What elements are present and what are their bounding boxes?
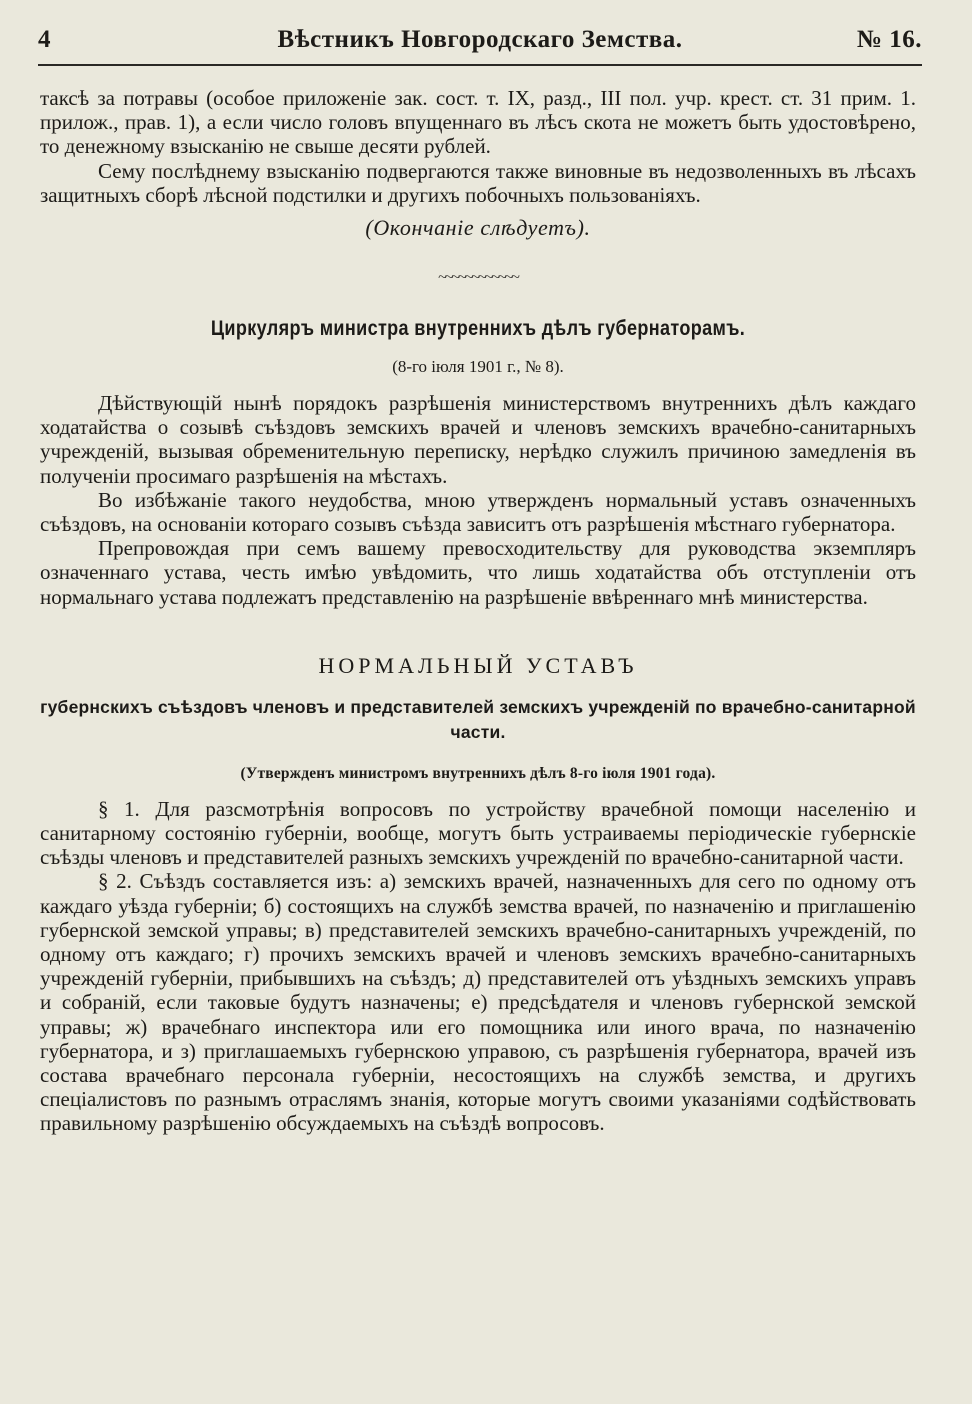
paragraph: Дѣйствующiй нынѣ порядокъ разрѣшенiя министерствомъ внутреннихъ дѣлъ каждаго ходатайства о созывѣ съѣздовъ земскихъ врачей и членовъ земскихъ врачебно-санитарныхъ учрежденiй, вызывая обременительную переписку, нерѣдко служилъ причиною замедленiя въ полученiи просимаго разрѣшенiя на мѣстахъ. (40, 391, 916, 488)
charter-paragraph-1: § 1. Для разсмотрѣнiя вопросовъ по устройству врачебной помощи населенiю и санитарному состоянiю губернiи, вообще, могутъ быть устраиваемы перiодическiе губернскiе съѣзды членовъ и представителей разныхъ земскихъ учрежденiй по врачебно-санитарной части. (40, 796, 916, 870)
circular-date: (8-го iюля 1901 г., № 8). (392, 357, 564, 377)
issue-number: № 16. (856, 26, 922, 53)
circular-body (40, 391, 916, 609)
page-content (40, 86, 916, 1136)
paragraph: Сему послѣднему взысканiю подвергаются также виновные въ недозволенныхъ въ лѣсахъ защитныхъ сборѣ лѣсной подстилки и другихъ побочныхъ пользованiяхъ. (40, 158, 916, 207)
paragraph: Во избѣжанiе такого неудобства, мною утвержденъ нормальный уставъ означенныхъ съѣздовъ, на основанiи котораго созывъ съѣзда зависитъ отъ разрѣшенiя мѣстнаго губернатора. (40, 487, 916, 537)
page-number: 4 (38, 26, 51, 53)
to-be-continued-note: (Окончанiе слѣдуетъ). (365, 215, 591, 241)
charter-body (40, 797, 916, 1136)
charter-paragraph-2: § 2. Съѣздъ составляется изъ: а) земскихъ врачей, назначенныхъ для сего по одному отъ каждаго уѣзда губернiи; б) состоящихъ на службѣ земства врачей, по назначенiю и приглашенiю губернской земской управы; в) представителей земскихъ врачебно-санитарныхъ учрежденiй, по одному отъ каждаго; г) прочихъ земскихъ врачей и членовъ земскихъ врачебно-санитарныхъ учрежденiй губернiи, прибывшихъ на съѣздъ; д) представителей отъ уѣздныхъ земскихъ управъ и собранiй, если таковые будутъ назначены; е) предсѣдателя и членовъ губернской земской управы; ж) врачебнаго инспектора или его помощника или иного врача, по назначенiю губернатора, и з) приглашаемыхъ губернскою управою, съ разрѣшенiя губернатора, врачей изъ состава врачебнаго персонала губернiи, несостоящихъ на службѣ земства, и другихъ спецiалистовъ по разнымъ отраслямъ знанiя, которые могутъ своими указанiями содѣйствовать правильному разрѣшенiю обсуждаемыхъ на съѣздѣ вопросовъ. (40, 869, 916, 1136)
paragraph: Препровождая при семъ вашему превосходительству для руководства экземпляръ означеннаго устава, честь имѣю увѣдомить, что лишь ходатайства объ отступленiи отъ нормальнаго устава подлежатъ представленiю на разрѣшенiе ввѣреннаго мнѣ министерства. (40, 536, 916, 609)
page-header (38, 26, 922, 60)
section-divider-ornament: ~~~~~~~~~~~~ (438, 269, 518, 287)
paragraph: таксѣ за потравы (особое приложенiе зак. сост. т. IX, разд., III пол. учр. крест. ст. 31 прим. 1. прилож., прав. 1), а если число головъ впущеннаго въ лѣсъ скота не можетъ быть удостовѣрено, то денежному взысканiю не свыше десяти рублей. (40, 86, 916, 159)
circular-title: Циркуляръ министра внутреннихъ дѣлъ губернаторамъ. (210, 317, 746, 341)
header-rule (38, 64, 922, 66)
charter-title: НОРМАЛЬНЫЙ УСТАВЪ (318, 652, 638, 678)
journal-title: Вѣстникъ Новгородскаго Земства. (277, 26, 683, 53)
charter-approval-note: (Утвержденъ министромъ внутреннихъ дѣлъ 8-го iюля 1901 года). (240, 764, 716, 782)
charter-subtitle: губернскихъ съѣздовъ членовъ и представителей земскихъ учрежденiй по врачебно-санитарной части. (40, 696, 916, 742)
previous-article-continuation (40, 86, 916, 241)
charter-section (40, 653, 916, 1136)
circular-section (40, 317, 916, 609)
